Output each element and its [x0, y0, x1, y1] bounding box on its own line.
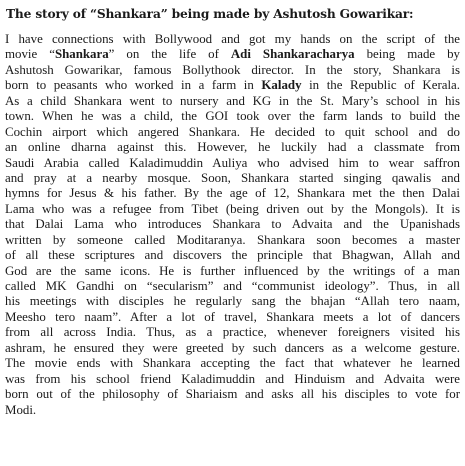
text-segment: The movie ends with Shankara accepting the fact that whatever he learned	[5, 356, 460, 371]
text-segment: from all across India. Thus, as a practice, whenever foreigners visited his	[5, 325, 460, 340]
text-segment: Cochin airport which angered Shankara. He decided to quit school and do	[5, 124, 460, 139]
body-line	[5, 140, 460, 155]
text-segment: born out of the philosophy of Shariaism and asks all his disciples to vote for	[5, 387, 460, 402]
body-line	[5, 387, 460, 402]
text-segment: of all these scriptures and discovers the principle that Bhagwan, Allah and	[5, 248, 460, 263]
text-segment: his meetings with disciples he regularly sang the bhajan “Allah tero naam,	[5, 294, 460, 309]
text-segment: called MK Gandhi on “secularism” and “communist ideology”. Thus, in all	[5, 279, 460, 293]
text-segment: movie “	[5, 47, 55, 62]
body-line	[5, 310, 460, 325]
body-line	[5, 217, 460, 232]
body-line	[5, 264, 460, 279]
text-segment: hymns for Jesus & his father. By the age of 12, Shankara met the then Dalai	[5, 186, 460, 201]
text-segment: town. When he was a child, the GOI took over the farm lands to build the	[5, 109, 460, 124]
body-line	[5, 356, 460, 371]
text-segment: Modi.	[5, 402, 37, 417]
text-segment: born to peasants who worked in a farm in	[5, 78, 262, 93]
text-segment: that Dalai Lama who introduces Shankara to Advaita and the Upanishads	[5, 217, 460, 232]
body-line	[5, 341, 460, 356]
text-segment: God are the same icons. He is further influenced by the writings of a man	[5, 263, 460, 278]
text-segment: ” on the life of	[108, 47, 231, 62]
text-segment: and pray at a nearby mosque. Soon, Shankara started singing qawalis and	[5, 170, 460, 185]
body-line	[5, 325, 460, 340]
body-line	[5, 156, 460, 171]
body-line	[5, 372, 460, 387]
bold-term: Adi Shankaracharya	[230, 47, 355, 62]
body-line	[5, 294, 460, 309]
text-segment: I have connections with Bollywood and got my hands on the script of the	[5, 32, 460, 46]
body-line	[5, 78, 460, 93]
body-line	[5, 171, 460, 186]
body-line	[5, 186, 460, 201]
text-segment: ashram, he ensured they were greeted by such dancers as a welcome gesture.	[5, 340, 460, 355]
bold-term: Shankara	[54, 47, 109, 62]
body-line	[5, 403, 460, 418]
text-segment: Lama who was a refugee from Tibet (being driven out by the Mongols). It is	[5, 201, 460, 216]
text-segment: an online dharna against this. However, he luckily had a classmate from	[5, 140, 460, 155]
body-line	[5, 233, 460, 248]
body-line	[5, 63, 460, 78]
text-segment: written by someone called Moditaranya. Shankara soon becomes a master	[5, 232, 460, 247]
body-line	[5, 248, 460, 263]
text-segment: being made by	[354, 47, 460, 62]
body-line	[5, 94, 460, 109]
body-line	[5, 279, 460, 294]
body-line	[5, 109, 460, 124]
text-segment: Saudi Arabia called Kaladimuddin Auliya who advised him to wear saffron	[5, 155, 460, 170]
body-line	[5, 32, 460, 47]
body-line	[5, 47, 460, 62]
text-segment: Meesho tero naam”. After a lot of travel, Shankara meets a lot of dancers	[5, 309, 460, 324]
text-segment: As a child Shankara went to nursery and KG in the St. Mary’s school in his	[5, 93, 460, 108]
bold-term: Kalady	[261, 78, 302, 93]
text-segment: in the Republic of Kerala.	[301, 78, 460, 93]
text-segment: was from his school friend Kaladimuddin and Hinduism and Advaita were	[5, 371, 460, 386]
body-line	[5, 125, 460, 140]
body-line	[5, 202, 460, 217]
text-segment: Ashutosh Gowarikar, famous Bollythook director. In the story, Shankara is	[5, 62, 460, 77]
article-title: The story of “Shankara” being made by Ashutosh Gowarikar:	[6, 7, 414, 21]
article-body	[5, 32, 460, 418]
